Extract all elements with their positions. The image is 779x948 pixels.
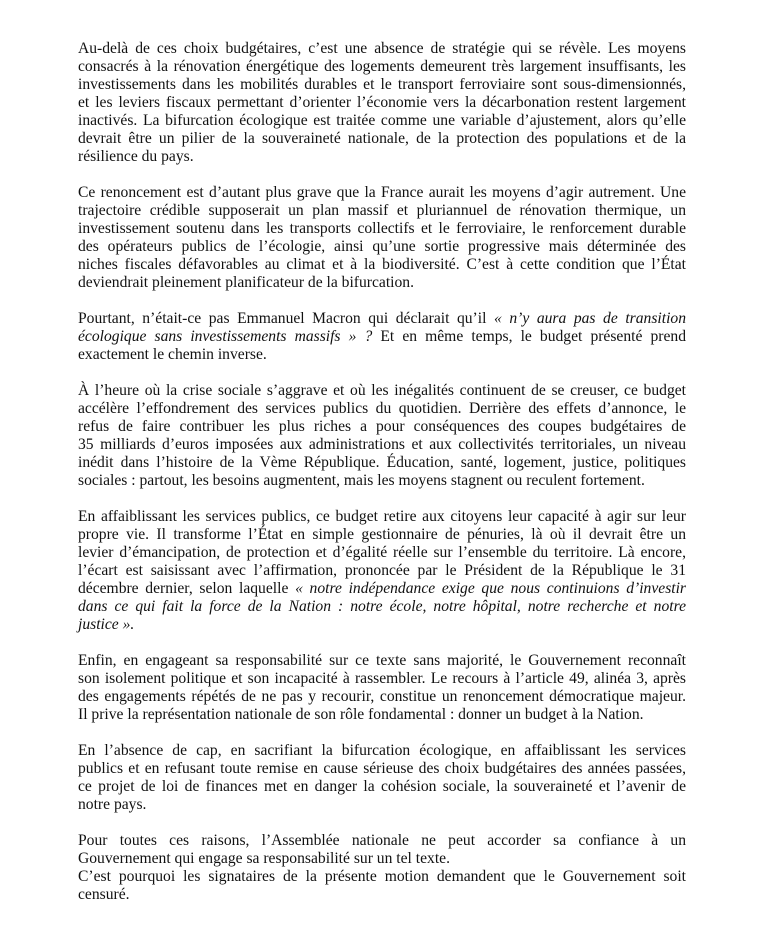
text-line: En affaiblissant les services publics, ce budget retire aux citoyens leur capacité à agir sur leur bbox=[78, 508, 686, 525]
text-line: l’écart est saisissant avec l’affirmation, prononcée par le Président de la République le 31 bbox=[78, 562, 686, 579]
text-line: et les leviers fiscaux permettant d’orienter l’économie vers la décarbonation restent largement bbox=[78, 94, 686, 111]
text-line: En l’absence de cap, en sacrifiant la bifurcation écologique, en affaiblissant les services bbox=[78, 742, 686, 759]
text-line bbox=[78, 598, 686, 616]
paragraph-renunciation bbox=[78, 184, 686, 292]
text-line: Enfin, en engageant sa responsabilité sur ce texte sans majorité, le Gouvernement reconnaît bbox=[78, 652, 686, 669]
quote-text: justice ». bbox=[78, 616, 135, 633]
paragraph-strategy bbox=[78, 40, 686, 166]
text-line: inactivés. La bifurcation écologique est traitée comme une variable d’ajustement, alors qu’elle bbox=[78, 112, 686, 129]
text-line: des opérateurs publics de l’écologie, ainsi qu’une sortie progressive mais déterminée des bbox=[78, 238, 686, 255]
paragraph-article-49-3 bbox=[78, 652, 686, 724]
text-line: des engagements répétés de ne pas y recourir, constitue un renoncement démocratique majeur. bbox=[78, 688, 686, 705]
document-page bbox=[78, 40, 686, 922]
text-line: sociales : partout, les besoins augmentent, mais les moyens stagnent ou reculent fortement. bbox=[78, 472, 645, 489]
plain-text: Pourtant, n’était-ce pas Emmanuel Macron qui déclarait qu’il bbox=[78, 310, 487, 327]
text-line: levier d’émancipation, de protection et d’égalité réelle sur l’ensemble du territoire. Là encore, bbox=[78, 544, 686, 561]
text-line: niches fiscales défavorables au climat et à la biodiversité. C’est à cette condition que l’État bbox=[78, 256, 686, 273]
paragraph-public-services bbox=[78, 508, 686, 634]
plain-text: Et en même temps, le budget présenté prend bbox=[380, 328, 686, 345]
text-line: propre vie. Il transforme l’État en simple gestionnaire de pénuries, là où il devrait être un bbox=[78, 526, 686, 543]
text-line: Il prive la représentation nationale de son rôle fondamental : donner un budget à la Nation. bbox=[78, 706, 644, 723]
text-line: censuré. bbox=[78, 886, 130, 903]
text-line: 35 milliards d’euros imposées aux administrations et aux collectivités territoriales, un niveau bbox=[78, 436, 686, 453]
paragraph-social-crisis bbox=[78, 382, 686, 490]
text-line: deviendrait pleinement planificateur de la bifurcation. bbox=[78, 274, 414, 291]
text-line: devrait être un pilier de la souveraineté nationale, de la protection des populations et de la bbox=[78, 130, 686, 147]
text-line: refus de faire contribuer les plus riches a pour conséquences des coupes budgétaires de bbox=[78, 418, 686, 435]
text-line: investissements dans les mobilités durables et le transport ferroviaire sont sous-dimensionnés, bbox=[78, 76, 686, 93]
text-line: À l’heure où la crise sociale s’aggrave et où les inégalités continuent de se creuser, ce budget bbox=[78, 382, 686, 399]
text-line bbox=[78, 616, 686, 634]
plain-text: décembre dernier, selon laquelle bbox=[78, 580, 289, 597]
text-line: exactement le chemin inverse. bbox=[78, 346, 267, 363]
text-line: Gouvernement qui engage sa responsabilité sur un tel texte. bbox=[78, 850, 450, 867]
text-line: trajectoire crédible supposerait un plan massif et pluriannuel de rénovation thermique, un bbox=[78, 202, 686, 219]
text-line: résilience du pays. bbox=[78, 148, 194, 165]
paragraph-censure-request bbox=[78, 868, 686, 904]
quote-text: dans ce qui fait la force de la Nation : notre école, notre hôpital, notre recherche et notre bbox=[78, 598, 686, 615]
text-line bbox=[78, 310, 686, 328]
text-line: consacrés à la rénovation énergétique des logements demeurent très largement insuffisants, les bbox=[78, 58, 686, 75]
text-line: investissement soutenu dans les transports collectifs et le ferroviaire, le renforcement durable bbox=[78, 220, 686, 237]
text-line: Ce renoncement est d’autant plus grave que la France aurait les moyens d’agir autrement. Une bbox=[78, 184, 686, 201]
text-line: Au-delà de ces choix budgétaires, c’est une absence de stratégie qui se révèle. Les moyens bbox=[78, 40, 686, 57]
text-line: C’est pourquoi les signataires de la présente motion demandent que le Gouvernement soit bbox=[78, 868, 686, 885]
text-line: notre pays. bbox=[78, 796, 147, 813]
paragraph-macron-quote bbox=[78, 310, 686, 364]
text-line bbox=[78, 328, 686, 346]
quote-text: « notre indépendance exige que nous continuions d’investir bbox=[295, 580, 686, 597]
quote-text: écologique sans investissements massifs » ? bbox=[78, 328, 373, 345]
paragraph-confidence bbox=[78, 832, 686, 868]
text-line: inédit dans l’histoire de la Vème République. Éducation, santé, logement, justice, politiques bbox=[78, 454, 686, 471]
paragraph-conclusion bbox=[78, 742, 686, 814]
text-line: Pour toutes ces raisons, l’Assemblée nationale ne peut accorder sa confiance à un bbox=[78, 832, 686, 849]
text-line: ce projet de loi de finances met en danger la cohésion sociale, la souveraineté et l’avenir de bbox=[78, 778, 686, 795]
text-line: son isolement politique et son incapacité à rassembler. Le recours à l’article 49, alinéa 3, après bbox=[78, 670, 686, 687]
text-line bbox=[78, 580, 686, 598]
quote-text: « n’y aura pas de transition bbox=[493, 310, 686, 327]
text-line: accélère l’effondrement des services publics du quotidien. Derrière des effets d’annonce, le bbox=[78, 400, 686, 417]
text-line: publics et en refusant toute remise en cause sérieuse des choix budgétaires des années passées, bbox=[78, 760, 686, 777]
